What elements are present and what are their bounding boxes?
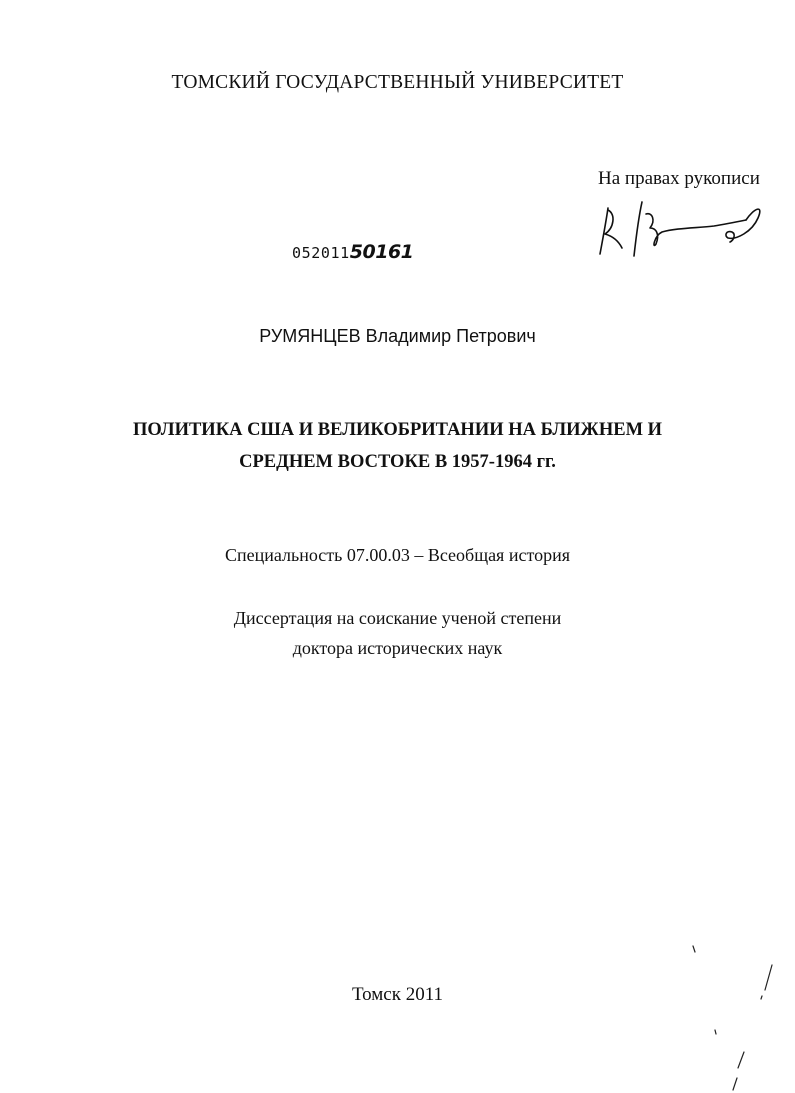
degree-line-1: Диссертация на соискание ученой степени [233, 608, 562, 628]
scan-speck-1 [693, 946, 695, 952]
scan-stroke-3 [733, 1078, 737, 1090]
specialty-line: Специальность 07.00.03 – Всеобщая история [224, 545, 571, 565]
archive-number-prefix: 052011 [292, 244, 350, 262]
thesis-title-line-1: ПОЛИТИКА США И ВЕЛИКОБРИТАНИИ НА БЛИЖНЕМ И [132, 420, 663, 440]
author-name: РУМЯНЦЕВ Владимир Петрович [259, 326, 536, 346]
thesis-title-line-2: СРЕДНЕМ ВОСТОКЕ В 1957-1964 гг. [239, 452, 556, 472]
scan-speck-3 [715, 1030, 716, 1034]
scan-stroke-2 [738, 1052, 744, 1068]
scan-speck-2 [761, 996, 762, 999]
city-year: Томск 2011 [351, 984, 444, 1005]
university-name: ТОМСКИЙ ГОСУДАРСТВЕННЫЙ УНИВЕРСИТЕТ [171, 72, 624, 93]
archive-number-suffix: 50161 [349, 241, 414, 263]
rights-note: На правах рукописи [598, 168, 760, 189]
scan-stroke-1 [765, 965, 772, 990]
degree-line-2: доктора исторических наук [292, 638, 503, 658]
